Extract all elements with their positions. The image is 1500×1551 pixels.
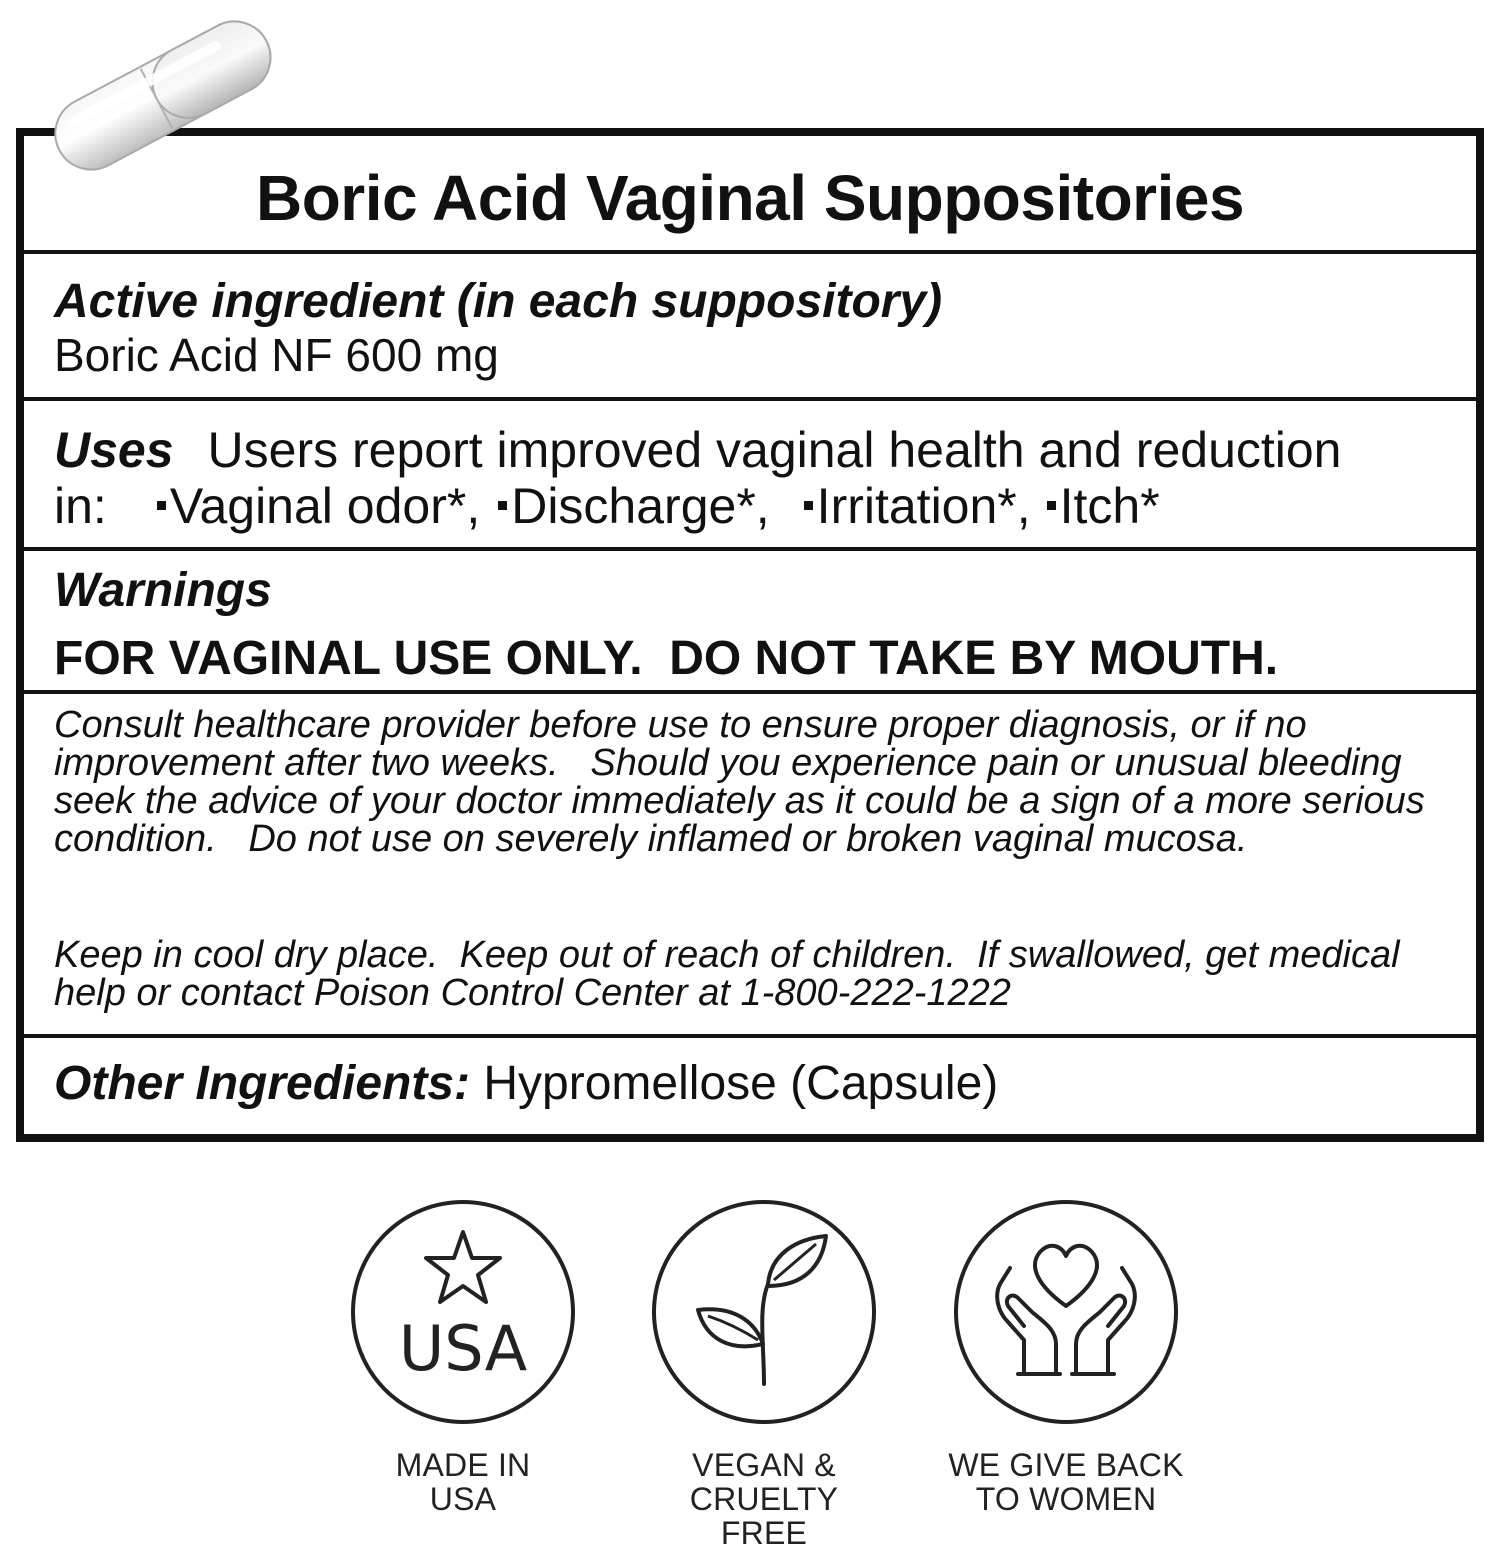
uses-heading: Uses [54,422,174,478]
badge-caption-line: MADE IN [395,1447,531,1483]
bullet-icon [804,501,813,510]
badge-caption-line: VEGAN & [692,1447,836,1483]
badge-made-in-usa [343,1194,583,1516]
other-ingredients-section [24,1038,1476,1134]
active-ingredient-heading: Active ingredient (in each suppository) [54,275,943,328]
badge-caption-line: WE GIVE BACK [948,1447,1184,1483]
supplement-label [16,128,1484,1142]
star-usa-icon [345,1194,581,1430]
product-title: Boric Acid Vaginal Suppositories [255,162,1245,234]
bullet-icon [1047,501,1056,510]
uses-item: Irritation*, [816,478,1031,534]
other-ingredients-value: Hypromellose (Capsule) [483,1057,999,1110]
badge-caption-line: USA [429,1481,497,1517]
warnings-caps: FOR VAGINAL USE ONLY. DO NOT TAKE BY MOUTH. [54,632,1279,685]
consult-section [24,694,1476,1038]
capsule-icon [36,2,286,182]
badge-caption [644,1448,884,1550]
uses-line-1 [54,421,1456,479]
other-ingredients-heading: Other Ingredients: [54,1057,471,1110]
bullet-icon [498,501,507,510]
bullet-icon [157,501,166,510]
storage-paragraph: Keep in cool dry place. Keep out of reach of children. If swallowed, get medical help or contact Poison Control Center at 1-800-222-1222 [54,934,1411,1014]
badge-caption [343,1448,583,1516]
active-ingredient-value: Boric Acid NF 600 mg [54,329,499,381]
badge-caption-line: TO WOMEN [975,1481,1157,1517]
uses-line-2 [54,477,1456,535]
other-ingredients-line [54,1056,1456,1112]
badge-caption [946,1448,1186,1516]
badges-row [0,1180,1500,1551]
uses-prefix: in: [54,478,107,534]
badge-caption-line: CRUELTY FREE [689,1481,839,1551]
uses-item: Itch* [1059,478,1160,534]
plant-leaf-icon [646,1194,882,1430]
badge-give-back [946,1194,1186,1516]
warnings-heading: Warnings [54,564,272,617]
hands-heart-icon [948,1194,1184,1430]
uses-description: Users report improved vaginal health and reduction [207,422,1342,478]
uses-section [24,401,1476,551]
badge-vegan [644,1194,884,1550]
uses-item: Discharge*, [511,478,770,534]
uses-item: Vaginal odor*, [169,478,481,534]
usa-icon-text: USA [398,1312,528,1385]
consult-paragraph: Consult healthcare provider before use to ensure proper diagnosis, or if no improvement after two weeks. Should you experience pain or unusual bleeding seek the advice of your doctor immediately as it could be a sign of a more serious condition. Do not use on severely inflamed or broken vaginal mucosa. [54,704,1436,860]
warnings-section [24,551,1476,694]
active-ingredient-section [24,254,1476,401]
